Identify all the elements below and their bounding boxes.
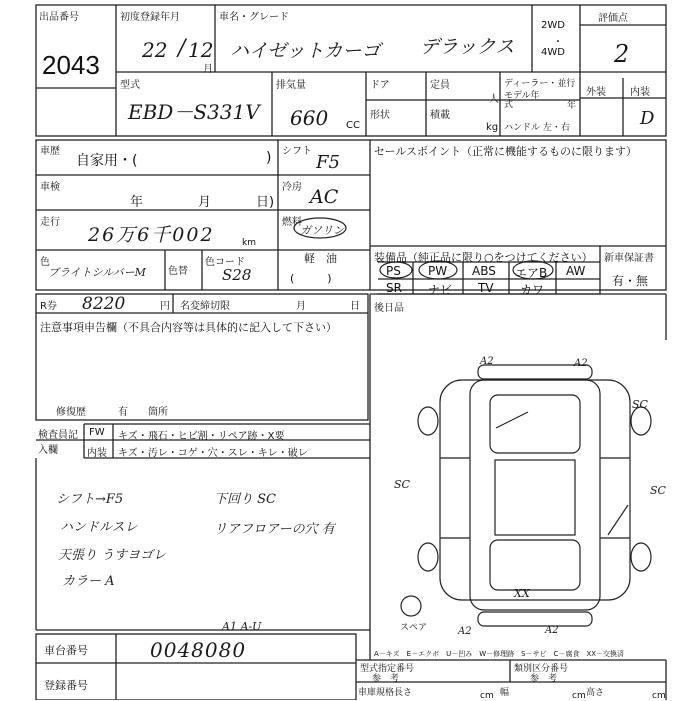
- equip-aw: AW: [566, 264, 586, 278]
- model-code: EBD－S331V: [128, 100, 260, 124]
- equip-sr: SR: [386, 281, 402, 295]
- equip-tv: TV: [478, 281, 494, 295]
- chassis-value: 0048080: [150, 638, 247, 662]
- color-label: 色: [40, 257, 50, 268]
- repair-value: 有: [118, 407, 128, 418]
- r-ken-label: R券: [40, 301, 57, 312]
- grade: デラックス: [420, 36, 515, 58]
- inspector-fw-text: キズ・飛石・ヒビ割・リペア跡・X要: [118, 431, 285, 442]
- remark-2: ハンドルスレ: [60, 520, 138, 535]
- first-reg-year: 22: [142, 38, 168, 62]
- equip-leather: カワ: [520, 283, 545, 297]
- displacement-value: 660: [290, 106, 329, 130]
- equip-ps: PS: [386, 264, 401, 278]
- remark-1: シフト→F5: [56, 492, 124, 507]
- fuel-alt: 軽 油: [304, 252, 337, 265]
- model-year-unit: 年: [567, 101, 577, 111]
- name-change-label: 名変締切限: [180, 301, 230, 312]
- equip-airbag: エアB: [515, 266, 548, 280]
- shape-label: 形状: [370, 110, 390, 121]
- equipment-label: 装備品（純正品に限り○をつけてください）: [374, 251, 593, 264]
- repair-location: 箇所: [148, 407, 168, 418]
- remark-3: 天張り うすヨゴレ: [58, 548, 167, 563]
- dealer-label: ディーラー・並行: [504, 79, 576, 89]
- rear-seat-label: 後日品: [374, 303, 404, 314]
- fuel-label: 燃料: [282, 217, 302, 228]
- load-unit: kg: [486, 122, 499, 133]
- model-year-label: モデル年式: [504, 91, 540, 110]
- shift-value: F5: [316, 152, 340, 173]
- remark-5: 下回り SC: [214, 492, 276, 507]
- sales-point-label: セールスポイント（正常に機能するものに限ります）: [374, 145, 638, 158]
- remark-4: カラー A: [62, 574, 115, 589]
- fuel-value: ガソリン: [300, 224, 344, 237]
- lot-label: 出品番号: [39, 12, 79, 23]
- mileage-label: 走行: [40, 217, 60, 228]
- lot-number: 2043: [42, 50, 100, 80]
- inspector-label: 検査員記入欄: [38, 430, 78, 456]
- drive-4wd: 4WD: [541, 47, 565, 58]
- doors-label: ドア: [370, 80, 390, 91]
- color-code-label: 色コード: [205, 257, 245, 268]
- grade-label: 評価点: [598, 13, 628, 24]
- equip-navi: ナビ: [428, 283, 453, 297]
- equip-pw: PW: [428, 264, 448, 278]
- ac-label: 冷房: [282, 182, 302, 193]
- shift-label: シフト: [282, 146, 312, 157]
- mileage-value: 26万6千002: [88, 224, 215, 246]
- displacement-label: 排気量: [276, 80, 306, 91]
- remark-6: リアフロアーの穴 有: [214, 522, 335, 537]
- color-code: S28: [222, 266, 252, 284]
- capacity-unit: 人: [489, 94, 499, 105]
- history-value: 自家用・(: [76, 153, 138, 169]
- warranty-value: 有・無: [612, 274, 649, 288]
- first-reg-label: 初度登録年月: [120, 12, 180, 23]
- inspector-int-text: キズ・汚レ・コゲ・穴・スレ・キレ・破レ: [118, 448, 308, 459]
- capacity-label: 定員: [430, 80, 450, 91]
- first-reg-month-unit: 月: [203, 64, 213, 75]
- interior-value: D: [640, 108, 655, 129]
- model-name: ハイゼットカーゴ: [230, 40, 381, 62]
- model-name-label: 車名・グレード: [219, 12, 289, 23]
- spare-label: スペア: [400, 623, 428, 633]
- handle-label: ハンドル 左・右: [504, 123, 570, 133]
- load-label: 積載: [430, 110, 450, 121]
- warranty-label: 新車保証書: [604, 253, 654, 264]
- reg-no-label: 登録番号: [44, 679, 88, 692]
- diagram-bottom-note: A1 A-U: [222, 620, 262, 633]
- notes-label: 注意事項申告欄（不具合内容等は具体的に記入して下さい）: [40, 321, 337, 334]
- damage-legend: A－キズ E－エクボ U－凹み W－修理跡 S－サビ C－腐食 XX－交換済: [374, 650, 625, 658]
- interior-label: 内装: [630, 87, 650, 98]
- r-ken-unit: 円: [160, 301, 170, 312]
- color-value: ブライトシルバーM: [48, 266, 146, 279]
- inspector-fw: FW: [89, 427, 105, 438]
- color-change-label: 色替: [168, 266, 188, 277]
- inspection-label: 車検: [40, 182, 60, 193]
- ac-value: AC: [310, 186, 339, 208]
- history-label: 車歴: [40, 146, 60, 157]
- displacement-unit: CC: [346, 120, 360, 131]
- equip-abs: ABS: [472, 264, 496, 278]
- inspector-int: 内装: [87, 448, 107, 459]
- repair-label: 修復歴: [56, 407, 86, 418]
- first-reg-month: 12: [188, 38, 214, 62]
- r-ken-value: 8220: [82, 294, 126, 314]
- exterior-label: 外装: [586, 87, 606, 98]
- mileage-unit: km: [242, 238, 256, 248]
- grade-value: 2: [614, 40, 630, 68]
- model-code-label: 型式: [120, 80, 140, 91]
- chassis-label: 車台番号: [44, 644, 88, 657]
- drive-2wd: 2WD: [541, 20, 565, 31]
